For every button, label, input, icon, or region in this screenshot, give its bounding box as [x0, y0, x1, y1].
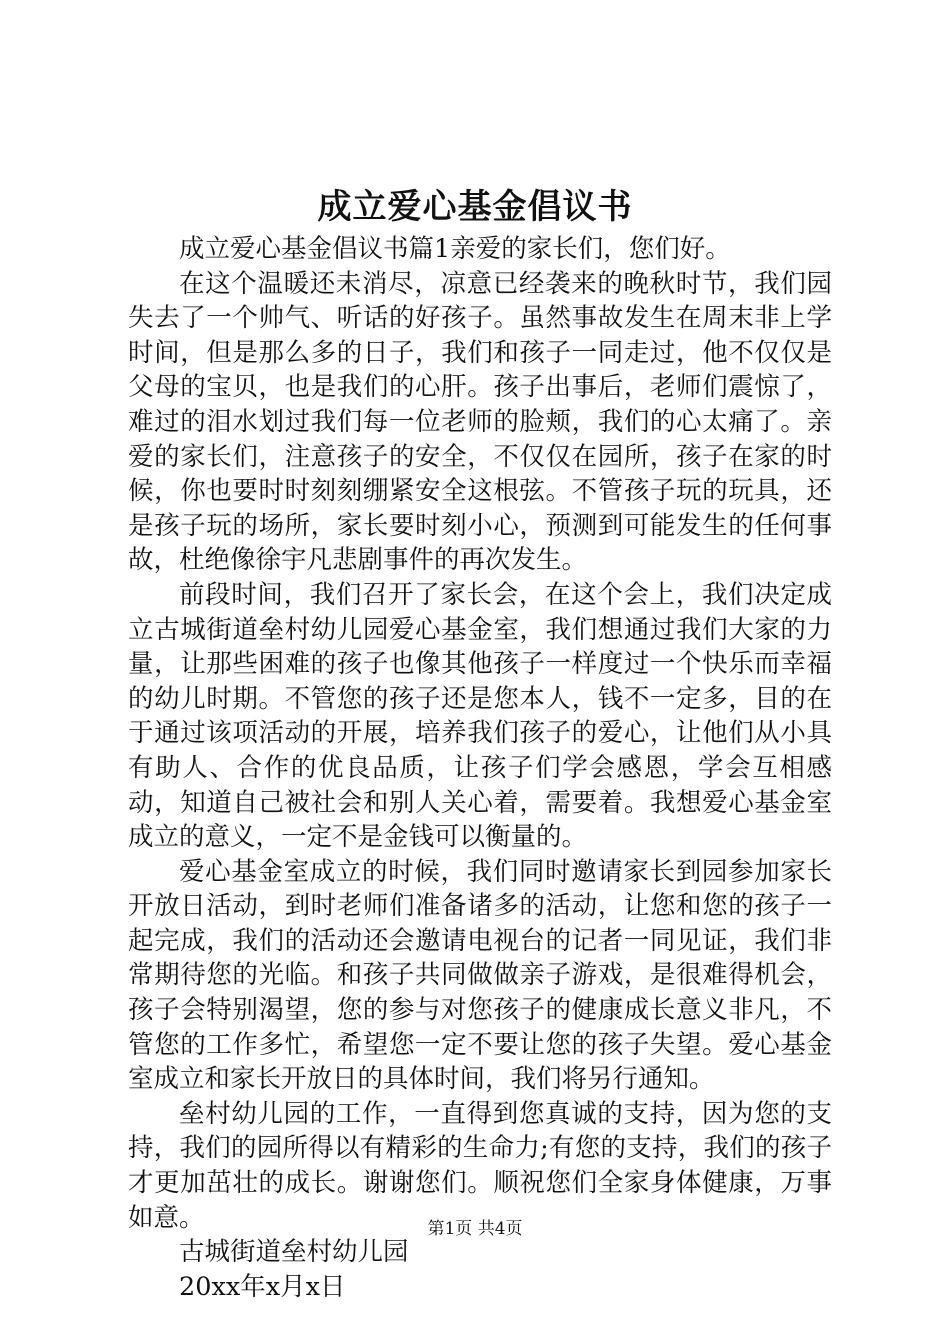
- document-body: [128, 232, 832, 1304]
- paragraph-greeting: 成立爱心基金倡议书篇1亲爱的家长们，您们好。: [179, 234, 731, 264]
- paragraph-2: 前段时间，我们召开了家长会，在这个会上，我们决定成立古城街道垒村幼儿园爱心基金室，我们想通过我们大家的力量，让那些困难的孩子也像其他孩子一样度过一个快乐而幸福的幼儿时期。不管您的孩子还是您本人，钱不一定多，目的在于通过该项活动的开展，培养我们孩子的爱心，让他们从小具有助人、合作的优良品质，让孩子们学会感恩，学会互相感动，知道自己被社会和别人关心着，需要着。我想爱心基金室成立的意义，一定不是金钱可以衡量的。: [128, 579, 832, 853]
- signature-organization: 古城街道垒村幼儿园: [179, 1237, 409, 1268]
- signature-date: 20xx年x月x日: [179, 1271, 346, 1302]
- document-title: 成立爱心基金倡议书: [317, 187, 633, 227]
- page-footer: 第1页 共4页: [427, 1219, 523, 1239]
- paragraph-1: 在这个温暖还未消尽，凉意已经袭来的晚秋时节，我们园失去了一个帅气、听话的好孩子。虽然事故发生在周末非上学时间，但是那么多的日子，我们和孩子一同走过，他不仅仅是父母的宝贝，也是我们的心肝。孩子出事后，老师们震惊了，难过的泪水划过我们每一位老师的脸颊，我们的心太痛了。亲爱的家长们，注意孩子的安全，不仅仅在园所，孩子在家的时候，你也要时时刻刻绷紧安全这根弦。不管孩子玩的玩具，还是孩子玩的场所，家长要时刻小心，预测到可能发生的任何事故，杜绝像徐宇凡悲剧事件的再次发生。: [128, 268, 832, 576]
- paragraph-4: 垒村幼儿园的工作，一直得到您真诚的支持，因为您的支持，我们的园所得以有精彩的生命力;有您的支持，我们的孩子才更加茁壮的成长。谢谢您们。顺祝您们全家身体健康，万事如意。: [128, 1098, 832, 1233]
- paragraph-3: 爱心基金室成立的时候，我们同时邀请家长到园参加家长开放日活动，到时老师们准备诸多的活动，让您和您的孩子一起完成，我们的活动还会邀请电视台的记者一同见证，我们非常期待您的光临。和孩子共同做做亲子游戏，是很难得机会，孩子会特别渴望，您的参与对您孩子的健康成长意义非凡，不管您的工作多忙，希望您一定不要让您的孩子失望。爱心基金室成立和家长开放日的具体时间，我们将另行通知。: [128, 856, 832, 1095]
